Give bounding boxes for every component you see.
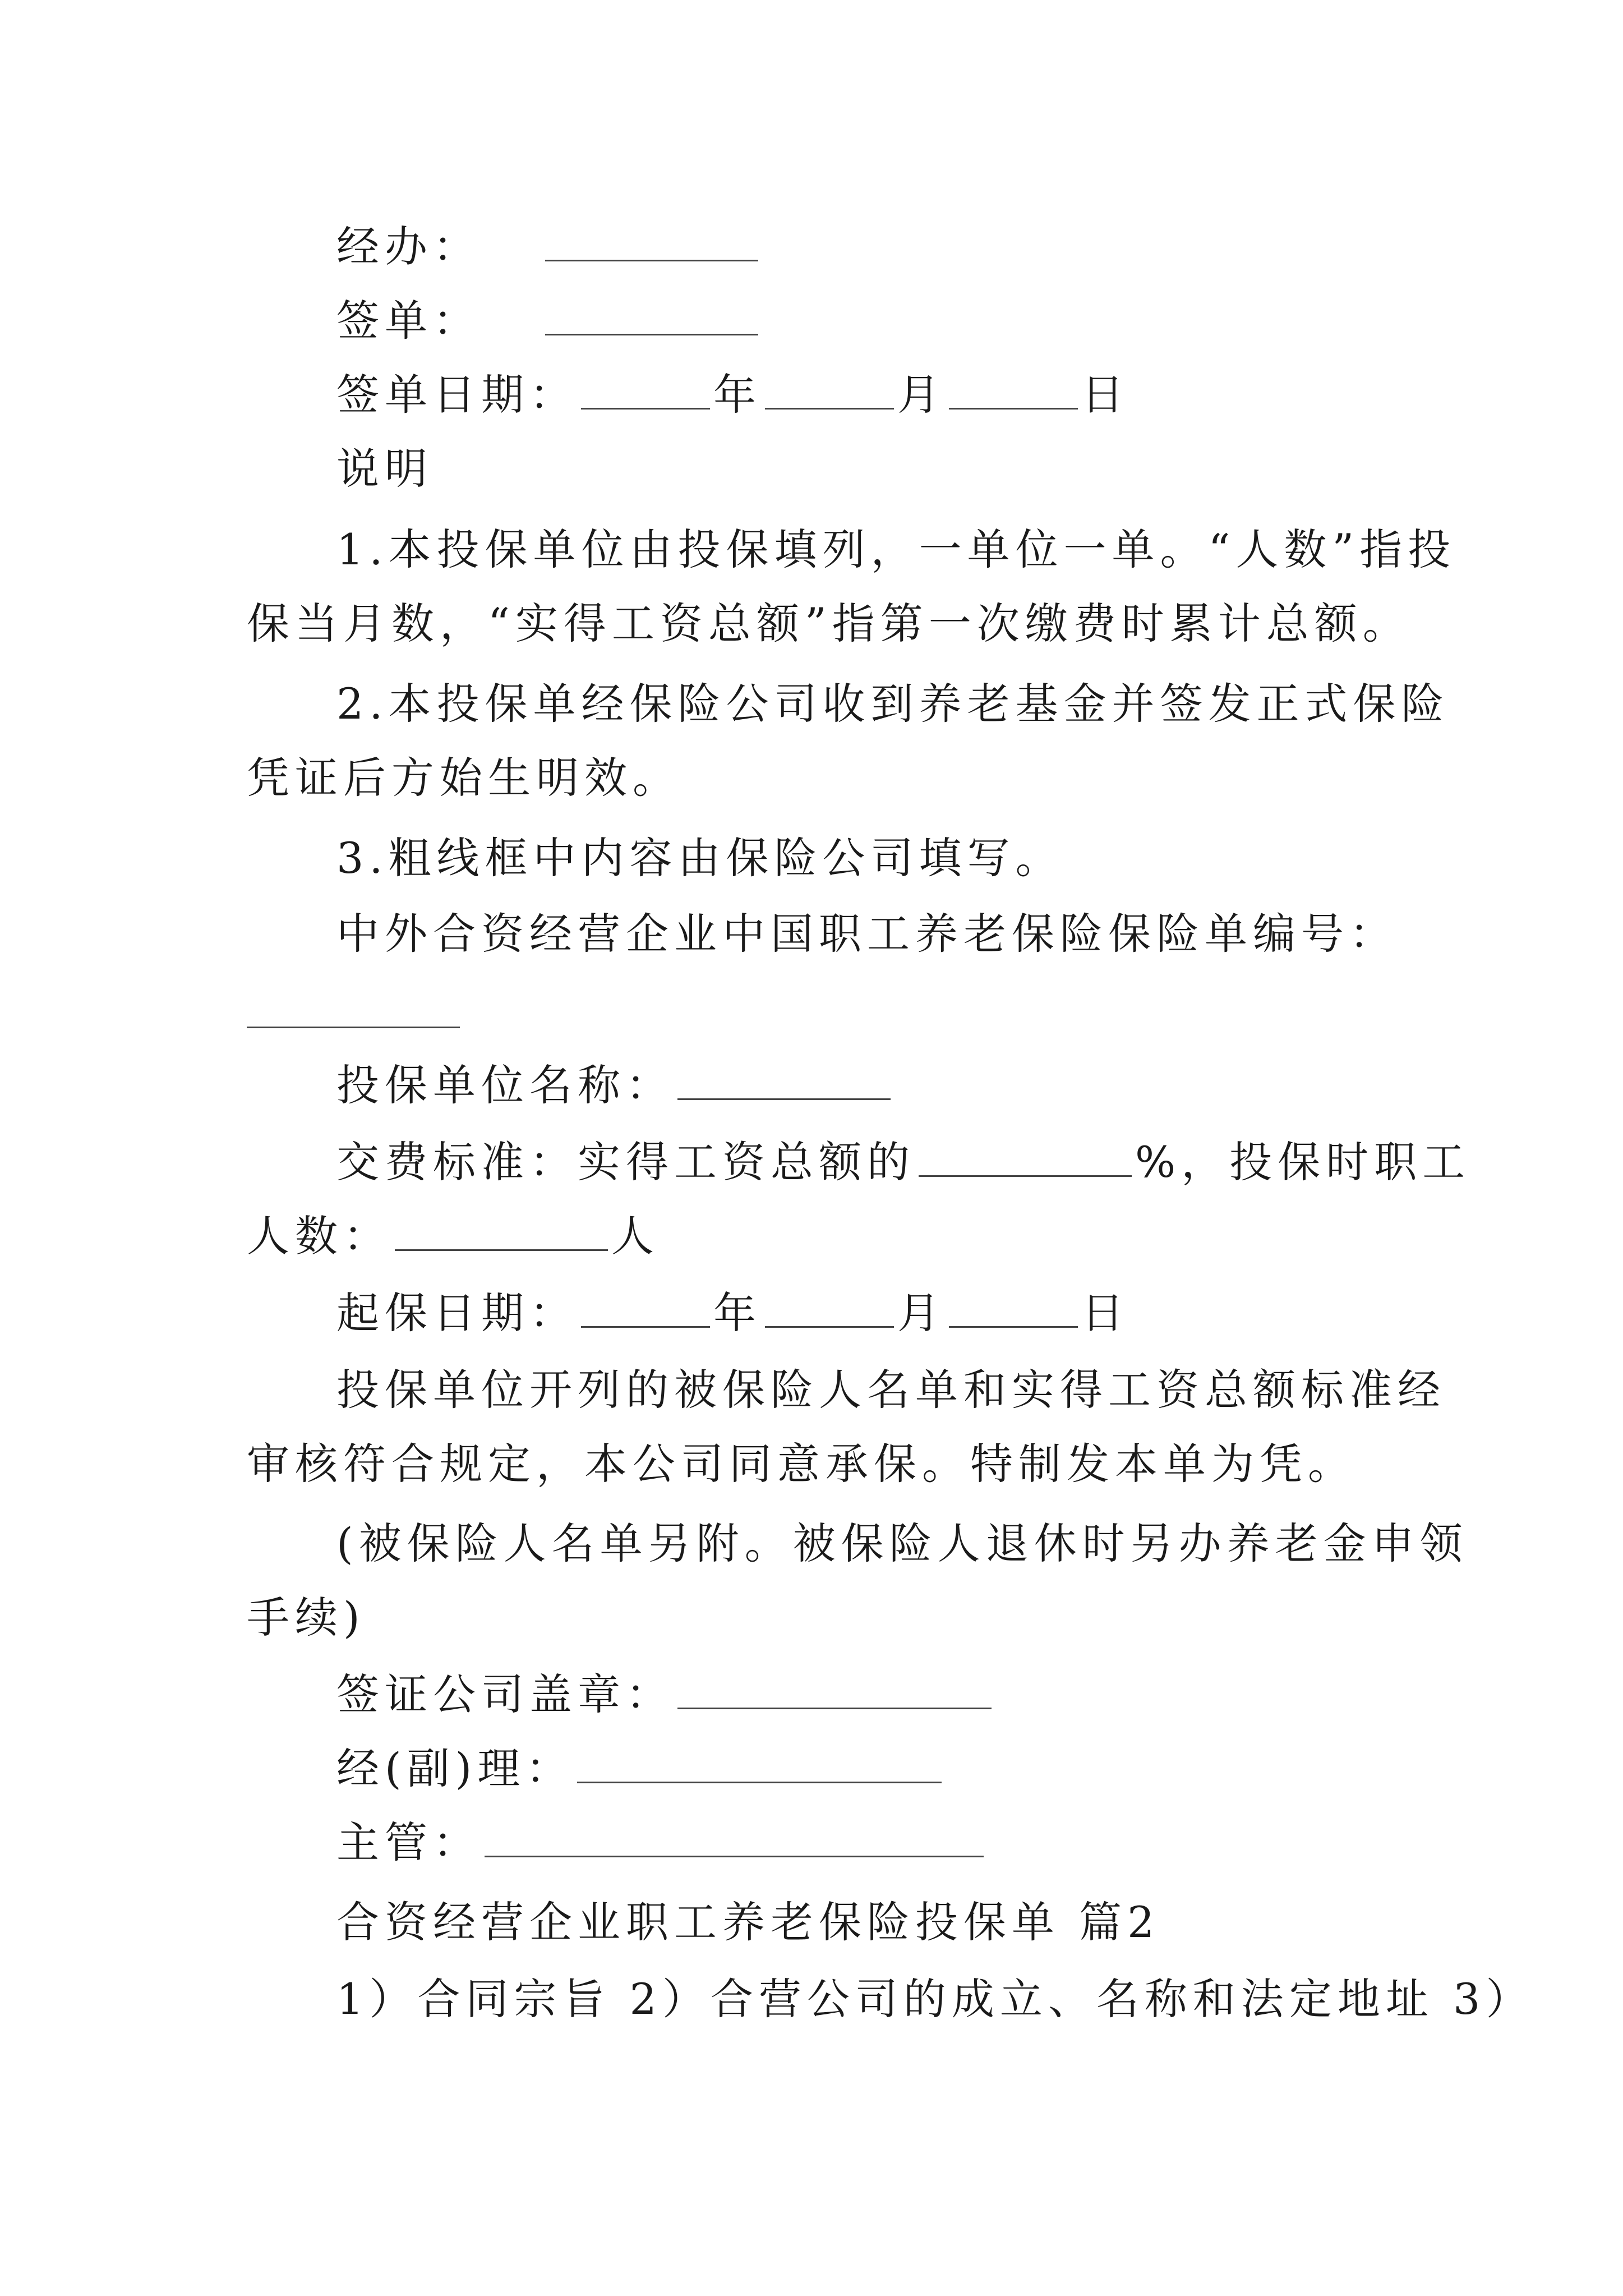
start-date-day-blank [949, 1290, 1078, 1328]
sign-date-day-blank [949, 372, 1078, 409]
headcount-line [247, 1205, 660, 1267]
sign-date-line [336, 364, 1129, 426]
fee-standard-label: 交费标准：实得工资总额的 [336, 1137, 915, 1187]
start-date-year-blank [581, 1290, 710, 1328]
supervisor-blank [485, 1820, 984, 1857]
approval-line-1: 投保单位开列的被保险人名单和实得工资总额标准经 [336, 1365, 1446, 1415]
company-seal-blank [677, 1672, 992, 1709]
headcount-label: 人数： [247, 1211, 391, 1261]
insured-unit-line [336, 1055, 894, 1116]
signer-blank [545, 298, 758, 335]
note-2-line-1: 2.本投保单经保险公司收到养老基金并签发正式保险 [336, 679, 1450, 729]
sign-date-year-blank [581, 372, 710, 409]
handler-label: 经办： [336, 222, 481, 272]
supervisor-line [336, 1812, 987, 1874]
start-date-line [336, 1282, 1129, 1344]
company-seal-line [336, 1664, 995, 1726]
signer-line [336, 290, 762, 352]
note-3: 3.粗线框中内容由保险公司填写。 [336, 833, 1064, 883]
approval-line-2: 审核符合规定，本公司同意承保。特制发本单为凭。 [247, 1439, 1356, 1489]
start-date-year: 年 [713, 1288, 762, 1338]
notes-heading: 说明 [336, 444, 433, 494]
fee-standard-suffix: %，投保时职工 [1135, 1137, 1471, 1187]
sign-date-month-blank [765, 372, 894, 409]
section-title: 合资经营企业职工养老保险投保单 篇2 [336, 1897, 1160, 1947]
fee-standard-line [336, 1131, 1470, 1193]
note-1-line-2: 保当月数，“实得工资总额”指第一次缴费时累计总额。 [247, 599, 1411, 648]
sign-date-month: 月 [897, 370, 946, 420]
start-date-month-blank [765, 1290, 894, 1328]
insured-unit-label: 投保单位名称： [336, 1060, 674, 1110]
sign-date-day: 日 [1081, 370, 1129, 420]
handler-line [336, 216, 762, 278]
supervisor-label: 主管： [336, 1818, 481, 1867]
manager-blank [577, 1746, 942, 1783]
note-1-line-1: 1.本投保单位由投保填列，一单位一单。“人数”指投 [336, 524, 1456, 574]
headcount-blank [395, 1213, 608, 1251]
attachment-note-line-1: (被保险人名单另附。被保险人退休时另办养老金申领 [336, 1519, 1468, 1568]
start-date-day: 日 [1081, 1288, 1129, 1338]
start-date-label: 起保日期： [336, 1288, 578, 1338]
attachment-note-line-2: 手续) [247, 1593, 366, 1642]
handler-blank [545, 224, 758, 261]
sign-date-label: 签单日期： [336, 370, 578, 420]
start-date-month: 月 [897, 1288, 946, 1338]
company-seal-label: 签证公司盖章： [336, 1669, 674, 1719]
contract-items: 1）合同宗旨 2）合营公司的成立、名称和法定地址 3） [336, 1974, 1534, 2024]
policy-number-label: 中外合资经营企业中国职工养老保险保险单编号： [336, 909, 1398, 959]
headcount-unit: 人 [611, 1211, 660, 1261]
manager-line [336, 1738, 945, 1800]
note-2-line-2: 凭证后方始生明效。 [247, 753, 681, 803]
signer-label: 签单： [336, 296, 481, 346]
manager-label: 经(副)理： [336, 1743, 574, 1793]
sign-date-year: 年 [713, 370, 762, 420]
fee-percent-blank [919, 1139, 1132, 1177]
insured-unit-blank [677, 1062, 891, 1100]
policy-number-blank [247, 1027, 460, 1028]
